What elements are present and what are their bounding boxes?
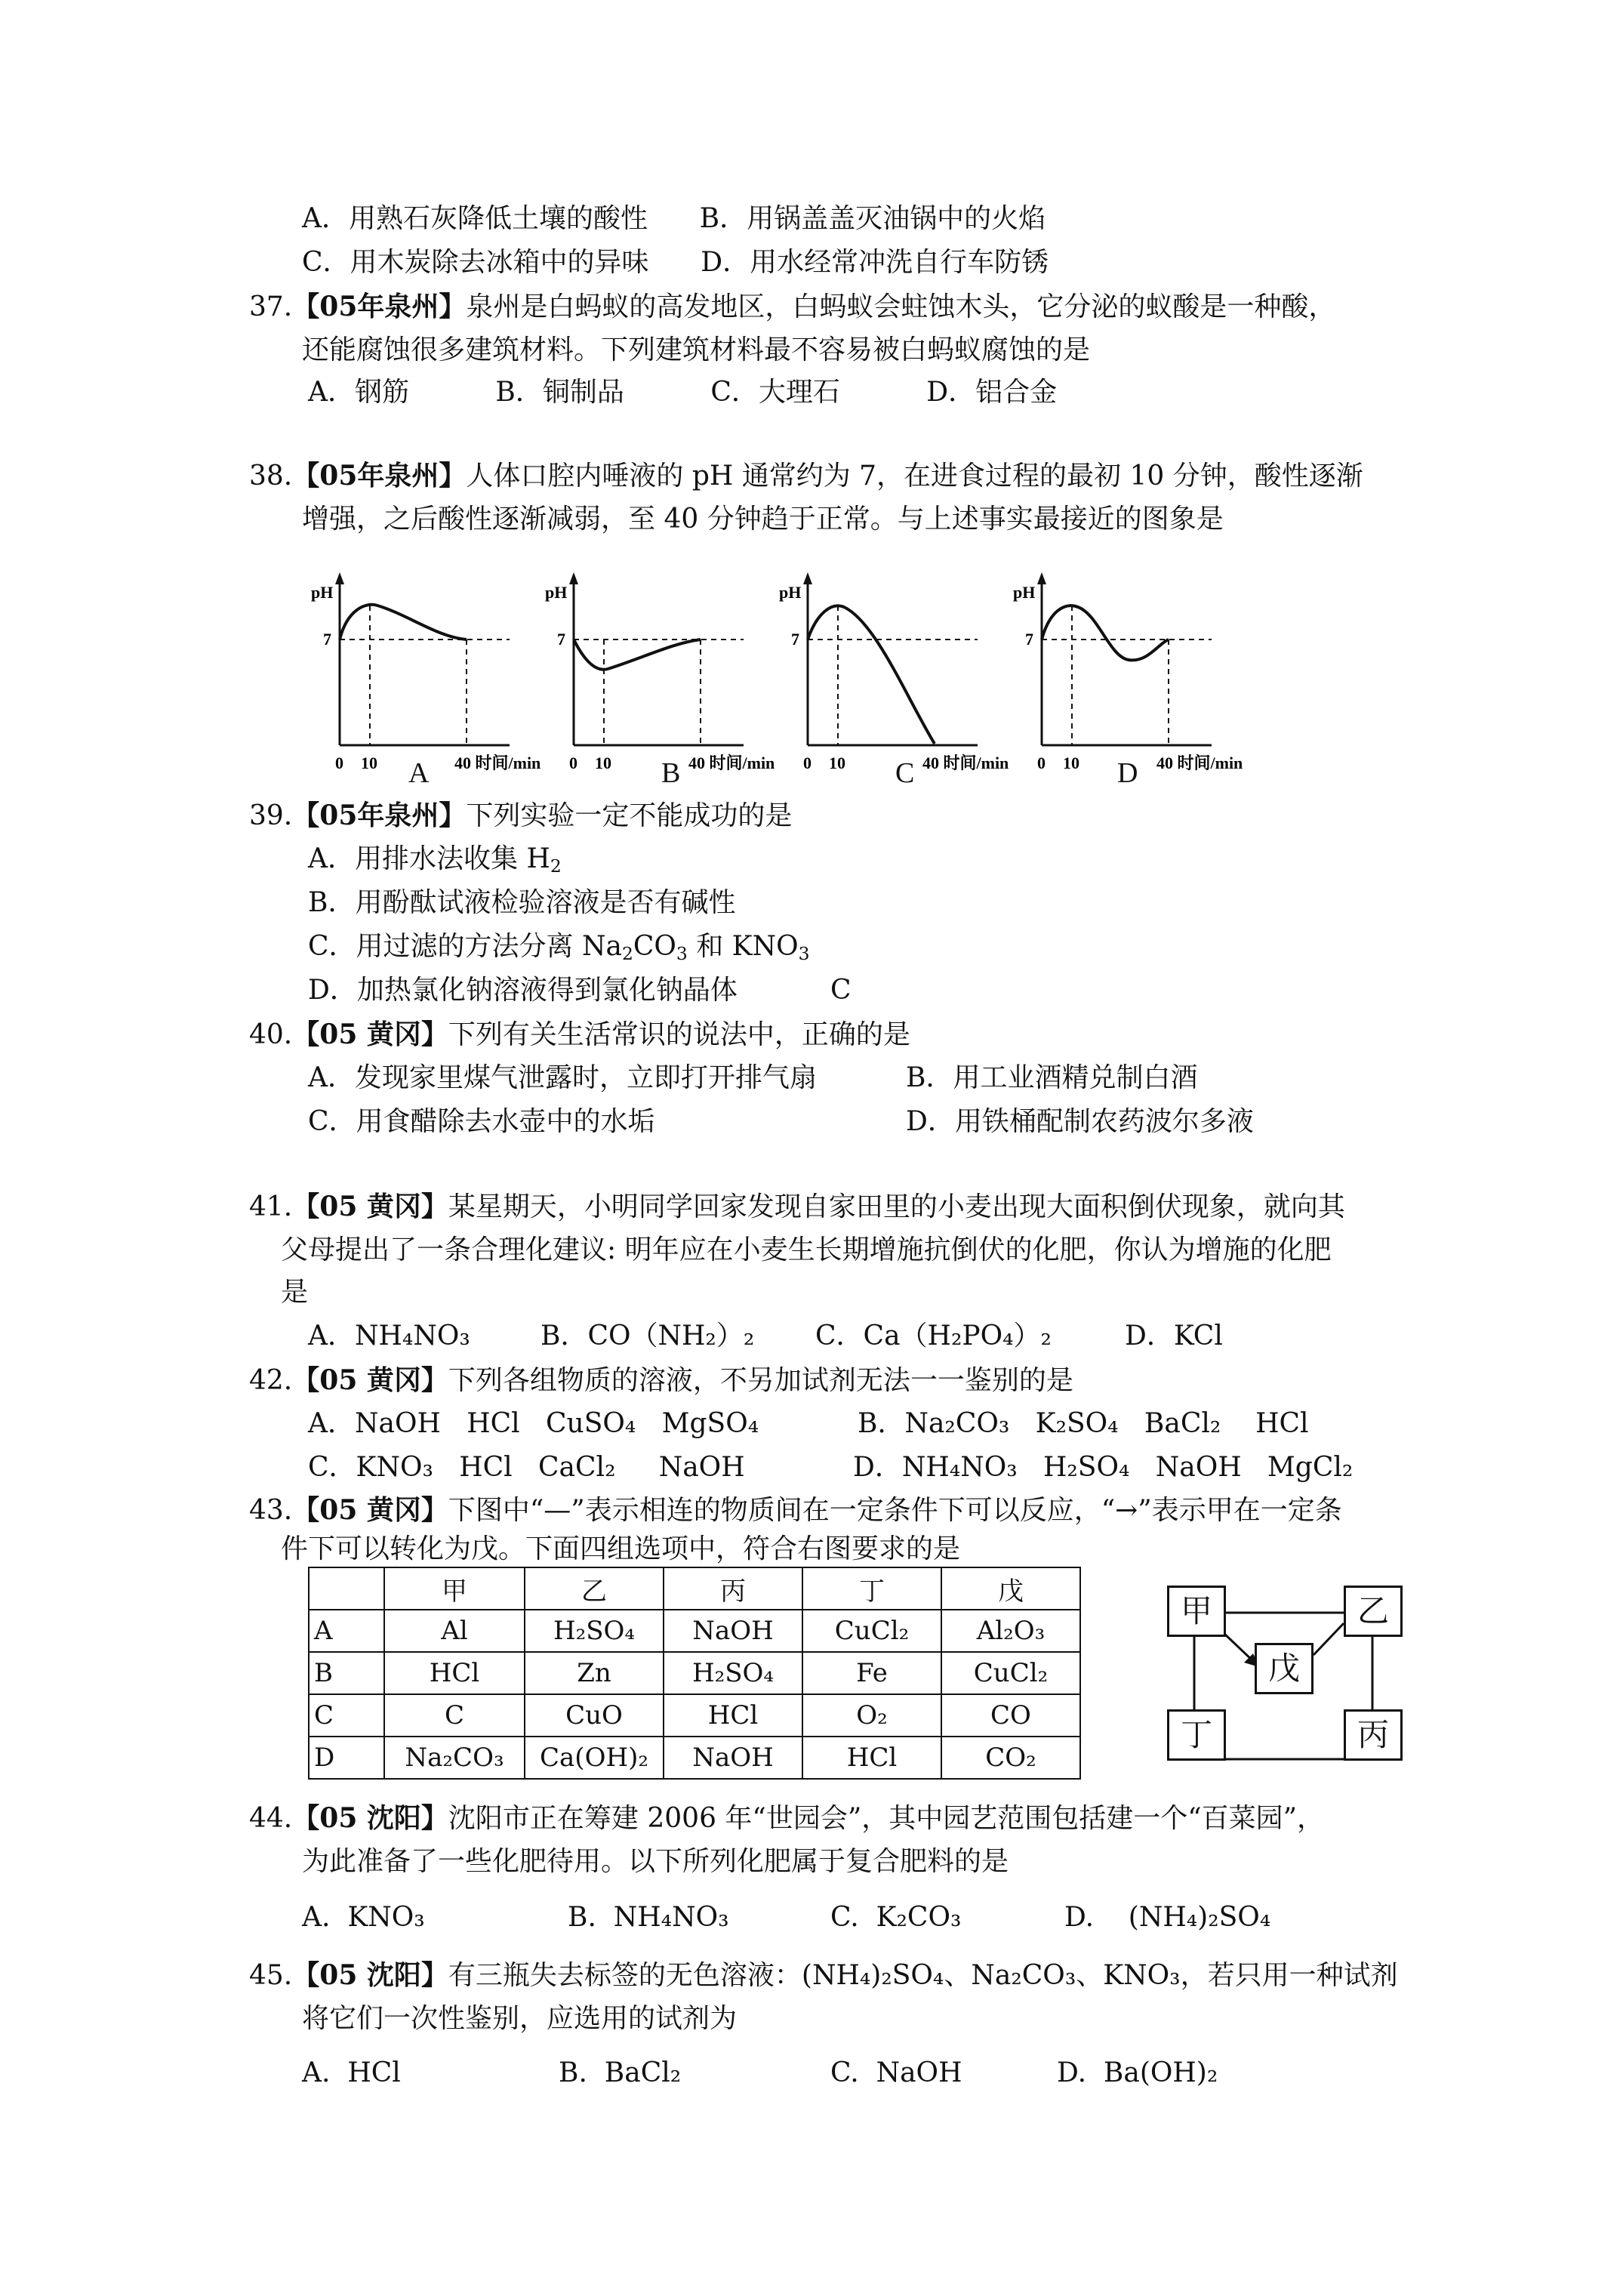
graph-A xyxy=(311,572,540,772)
q45-option-d: D. Ba(OH)₂ xyxy=(1057,2057,1218,2088)
ph-axis-label: pH xyxy=(779,583,802,602)
q42-option-b: B．Na₂CO₃ K₂SO₄ BaCl₂ HCl xyxy=(858,1408,1309,1439)
x0-label: 0 xyxy=(1037,754,1046,772)
q40-option-b: B．用工业酒精兑制白酒 xyxy=(906,1062,1198,1093)
diagram-node-jia: 甲 xyxy=(1167,1586,1226,1637)
table-cell: Al xyxy=(384,1610,525,1652)
q43-source-tag: 【05 黄冈】 xyxy=(292,1494,448,1526)
table-header-cell: 丁 xyxy=(802,1567,941,1610)
q37-line2: 还能腐蚀很多建筑材料。下列建筑材料最不容易被白蚂蚁腐蚀的是 xyxy=(302,334,1091,365)
q45-option-c: C. NaOH xyxy=(830,2057,962,2088)
q42-stem xyxy=(249,1364,1073,1398)
table-cell: A xyxy=(309,1610,384,1652)
q44-option-c: C. K₂CO₃ xyxy=(830,1902,962,1933)
table-cell: CO₂ xyxy=(941,1737,1080,1779)
q39-answer: C xyxy=(830,975,852,1006)
q40-stem-text: 下列有关生活常识的说法中，正确的是 xyxy=(448,1019,910,1050)
diagram-node-wu: 戊 xyxy=(1255,1643,1313,1694)
q44-option-a: A. KNO₃ xyxy=(302,1902,425,1933)
ph-axis-label: pH xyxy=(1013,583,1036,602)
q38-line1: 人体口腔内唾液的 pH 通常约为 7，在进食过程的最初 10 分钟，酸性逐渐 xyxy=(466,461,1363,492)
x0-label: 0 xyxy=(803,754,812,772)
q44-number: 44. xyxy=(249,1803,293,1834)
q41-option-d: D．KCl xyxy=(1125,1321,1223,1351)
q43-line2: 件下可以转化为戊。下面四组选项中，符合右图要求的是 xyxy=(281,1533,961,1564)
q45-source-tag: 【05 沈阳】 xyxy=(292,1959,448,1991)
q42-source-tag: 【05 黄冈】 xyxy=(292,1364,448,1396)
x40-label: 40 时间/min xyxy=(1156,754,1243,772)
y7-label: 7 xyxy=(1025,630,1033,649)
q44-line1: 沈阳市正在筹建 2006 年“世园会”，其中园艺范围包括建一个“百菜园”， xyxy=(448,1803,1325,1834)
q45-line1: 有三瓶失去标签的无色溶液：(NH₄)₂SO₄、Na₂CO₃、KNO₃，若只用一种试剂 xyxy=(448,1960,1398,1991)
q41-line2: 父母提出了一条合理化建议: 明年应在小麦生长期增施抗倒伏的化肥，你认为增施的化肥 xyxy=(281,1234,1332,1265)
q44-source-tag: 【05 沈阳】 xyxy=(292,1802,448,1834)
q42-option-a: A．NaOH HCl CuSO₄ MgSO₄ xyxy=(308,1408,759,1439)
q38-source-tag: 【05年泉州】 xyxy=(292,460,467,492)
q40-stem xyxy=(249,1018,910,1052)
table-row xyxy=(309,1610,1080,1652)
q37-line1: 泉州是白蚂蚁的高发地区，白蚂蚁会蛀蚀木头，它分泌的蚁酸是一种酸， xyxy=(466,291,1336,322)
q41-number: 41. xyxy=(249,1191,293,1222)
q44-line2: 为此准备了一些化肥待用。以下所列化肥属于复合肥料的是 xyxy=(302,1846,1009,1877)
table-cell: Fe xyxy=(802,1652,941,1694)
q38-line2: 增强，之后酸性逐渐减弱，至 40 分钟趋于正常。与上述事实最接近的图象是 xyxy=(302,504,1224,535)
table-row xyxy=(309,1737,1080,1779)
q40-number: 40. xyxy=(249,1019,293,1050)
table-cell: HCl xyxy=(664,1694,802,1737)
graph-C xyxy=(779,572,1009,772)
ph-axis-label: pH xyxy=(545,583,568,602)
table-cell: C xyxy=(384,1694,525,1737)
q39-stem-text: 下列实验一定不能成功的是 xyxy=(466,800,793,831)
q38-ph-graphs xyxy=(302,568,1253,787)
table-row xyxy=(309,1694,1080,1737)
graph-A-label: A xyxy=(408,757,430,789)
y7-label: 7 xyxy=(791,630,799,649)
q41-option-a: A．NH₄NO₃ xyxy=(308,1321,470,1351)
q41-line3: 是 xyxy=(281,1277,309,1308)
q45-line2: 将它们一次性鉴别，应选用的试剂为 xyxy=(302,2003,738,2034)
q39-option-b: B．用酚酞试液检验溶液是否有碱性 xyxy=(308,887,736,918)
table-cell: D xyxy=(309,1737,384,1779)
q43-stem xyxy=(249,1493,1342,1527)
diagram-node-yi: 乙 xyxy=(1344,1586,1403,1637)
q37-number: 37. xyxy=(249,291,293,322)
q41-stem xyxy=(249,1190,1345,1224)
q42-option-d: D．NH₄NO₃ H₂SO₄ NaOH MgCl₂ xyxy=(853,1452,1354,1483)
q41-source-tag: 【05 黄冈】 xyxy=(292,1191,448,1222)
table-header-cell: 戊 xyxy=(941,1567,1080,1610)
q42-option-c: C．KNO₃ HCl CaCl₂ NaOH xyxy=(308,1452,745,1483)
table-header-cell: 甲 xyxy=(384,1567,525,1610)
y7-label: 7 xyxy=(557,630,565,649)
x10-label: 10 xyxy=(1063,754,1079,772)
q38-number: 38. xyxy=(249,461,293,492)
q45-stem xyxy=(249,1959,1398,1992)
q39-source-tag: 【05年泉州】 xyxy=(292,800,467,831)
q44-option-b: B. NH₄NO₃ xyxy=(568,1902,729,1933)
graph-D xyxy=(1013,572,1243,772)
table-header-row xyxy=(309,1567,1080,1610)
table-cell: CuCl₂ xyxy=(941,1652,1080,1694)
diagram-node-bing: 丙 xyxy=(1344,1709,1403,1761)
graph-B-label: B xyxy=(661,757,681,789)
q42-number: 42. xyxy=(249,1365,293,1396)
table-cell: Ca(OH)₂ xyxy=(525,1737,664,1779)
table-cell: Al₂O₃ xyxy=(941,1610,1080,1652)
table-header-cell xyxy=(309,1567,384,1610)
q37-stem xyxy=(249,290,1335,324)
x40-label: 40 时间/min xyxy=(454,754,541,772)
table-header-cell: 乙 xyxy=(525,1567,664,1610)
table-cell: O₂ xyxy=(802,1694,941,1737)
q43-options-table xyxy=(308,1567,1081,1780)
q41-line1: 某星期天，小明同学回家发现自家田里的小麦出现大面积倒伏现象，就向其 xyxy=(448,1191,1345,1222)
table-cell: HCl xyxy=(802,1737,941,1779)
table-cell: CuO xyxy=(525,1694,664,1737)
q43-number: 43. xyxy=(249,1495,293,1526)
q41-option-b: B．CO（NH₂）₂ xyxy=(540,1321,755,1351)
x0-label: 0 xyxy=(569,754,577,772)
x0-label: 0 xyxy=(335,754,343,772)
table-header-cell: 丙 xyxy=(664,1567,802,1610)
q39-option-c: C．用过滤的方法分离 $Na_2CO_3$ 和 $KNO_3$ xyxy=(308,931,810,964)
table-cell: B xyxy=(309,1652,384,1694)
graph-B xyxy=(545,572,775,772)
q40-option-a: A．发现家里煤气泄露时，立即打开排气扇 xyxy=(308,1062,817,1093)
q37-options: A．钢筋 B．铜制品 C．大理石 D．铝合金 xyxy=(308,377,1058,408)
q36-options-row2: C．用木炭除去冰箱中的异味 D．用水经常冲洗自行车防锈 xyxy=(302,247,1049,278)
ph-axis-label: pH xyxy=(311,583,334,602)
q45-number: 45. xyxy=(249,1960,293,1991)
q45-option-b: B. BaCl₂ xyxy=(559,2057,682,2088)
q40-source-tag: 【05 黄冈】 xyxy=(292,1019,448,1050)
table-cell: C xyxy=(309,1694,384,1737)
table-cell: NaOH xyxy=(664,1737,802,1779)
q39-stem xyxy=(249,799,792,833)
table-cell: Na₂CO₃ xyxy=(384,1737,525,1779)
graph-C-label: C xyxy=(895,757,915,789)
q39-option-a: A．用排水法收集 $H_2$ xyxy=(308,843,562,877)
q43-line1: 下图中“—”表示相连的物质间在一定条件下可以反应，“→”表示甲在一定条 xyxy=(448,1495,1342,1526)
table-cell: HCl xyxy=(384,1652,525,1694)
table-cell: H₂SO₄ xyxy=(664,1652,802,1694)
q40-option-c: C．用食醋除去水壶中的水垢 xyxy=(308,1106,655,1137)
q44-stem xyxy=(249,1801,1324,1835)
table-cell: CuCl₂ xyxy=(802,1610,941,1652)
table-cell: H₂SO₄ xyxy=(525,1610,664,1652)
q36-options-row1: A．用熟石灰降低土壤的酸性 B．用锅盖盖灭油锅中的火焰 xyxy=(302,203,1046,234)
y7-label: 7 xyxy=(323,630,331,649)
x40-label: 40 时间/min xyxy=(922,754,1009,772)
diagram-node-ding: 丁 xyxy=(1167,1709,1226,1761)
table-cell: Zn xyxy=(525,1652,664,1694)
x10-label: 10 xyxy=(829,754,845,772)
q38-stem xyxy=(249,459,1363,493)
q44-option-d: D. (NH₄)₂SO₄ xyxy=(1064,1902,1271,1933)
q42-stem-text: 下列各组物质的溶液，不另加试剂无法一一鉴别的是 xyxy=(448,1365,1073,1396)
table-cell: NaOH xyxy=(664,1610,802,1652)
x40-label: 40 时间/min xyxy=(688,754,775,772)
table-row xyxy=(309,1652,1080,1694)
q39-number: 39. xyxy=(249,800,293,831)
q45-option-a: A. HCl xyxy=(302,2057,401,2088)
table-cell: CO xyxy=(941,1694,1080,1737)
q37-source-tag: 【05年泉州】 xyxy=(292,291,467,322)
q41-option-c: C．Ca（H₂PO₄）₂ xyxy=(815,1321,1052,1351)
q39-option-d: D．加热氯化钠溶液得到氯化钠晶体 xyxy=(308,975,738,1006)
x10-label: 10 xyxy=(595,754,611,772)
q40-option-d: D．用铁桶配制农药波尔多液 xyxy=(906,1106,1254,1137)
x10-label: 10 xyxy=(361,754,377,772)
graph-D-label: D xyxy=(1117,757,1138,789)
